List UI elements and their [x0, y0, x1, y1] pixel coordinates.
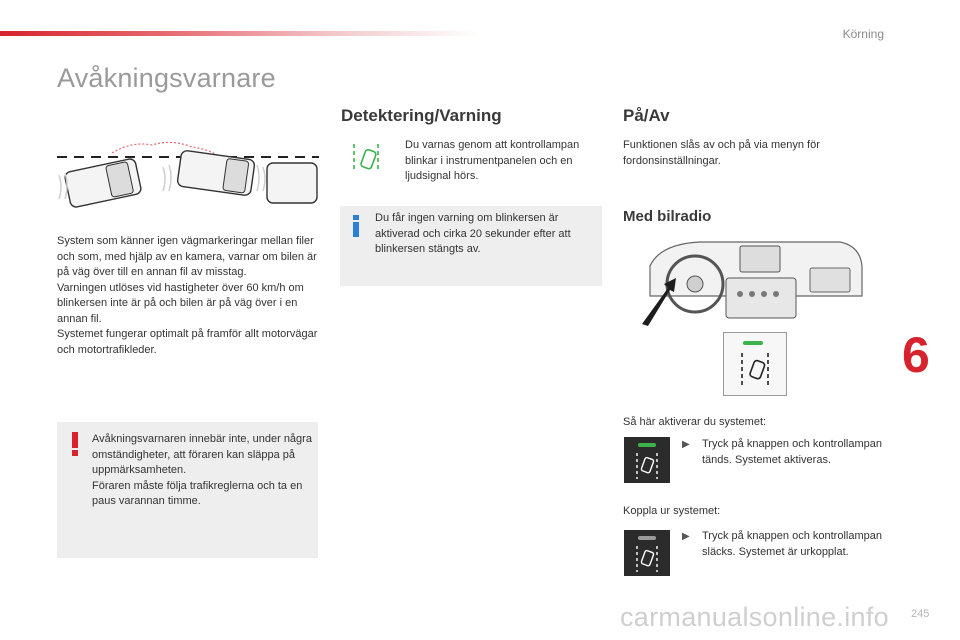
lane-departure-illustration: [57, 135, 319, 215]
lane-button-icon: [736, 339, 774, 389]
lane-warning-lamp-icon: [351, 140, 381, 176]
deactivate-label: Koppla ur systemet:: [623, 505, 721, 517]
info-icon: [352, 215, 360, 237]
car-middle-icon: [177, 150, 255, 196]
intro-text: [57, 234, 319, 358]
button-lamp-off: [624, 530, 670, 576]
button-lamp-on: [624, 437, 670, 483]
info-note: [340, 206, 602, 286]
page-title: Avåkningsvarnare: [57, 63, 276, 93]
dashboard-illustration: [640, 236, 865, 328]
deactivate-step: Tryck på knappen och kontrollampan släcks. Systemet är urkopplat.: [702, 530, 882, 558]
warning-note: [57, 422, 318, 558]
radio-heading: Med bilradio: [623, 208, 712, 225]
intro-paragraph: System som känner igen vägmarkeringar mellan filer och som, med hjälp av en kamera, varnar om bilen är på väg över till en annan fil av misstag.: [57, 235, 317, 278]
lane-button-off-icon: [624, 530, 670, 576]
detection-heading: Detektering/Varning: [341, 106, 502, 125]
page-number: 245: [911, 608, 930, 620]
exclamation-icon: [69, 432, 81, 456]
detection-text: Du varnas genom att kontrollampan blinkar i instrumentpanelen och en ljudsignal hörs.: [405, 139, 580, 182]
warning-paragraph: Föraren måste följa trafikreglerna och ta en paus varannan timme.: [92, 479, 303, 507]
on-off-text: Funktionen slås av och på via menyn för fordonsinställningar.: [623, 139, 820, 167]
info-note-text: Du får ingen varning om blinkersen är aktiverad och cirka 20 sekunder efter att blinkersen stängts av.: [375, 212, 571, 255]
bullet-icon: ▶: [682, 439, 690, 450]
activate-label: Så här aktiverar du systemet:: [623, 416, 767, 428]
lane-button-on-icon: [624, 437, 670, 483]
bullet-icon: ▶: [682, 531, 690, 542]
section-label: Körning: [842, 27, 884, 41]
header-accent-bar: [0, 31, 480, 36]
lane-button-callout: [723, 332, 787, 396]
intro-paragraph: Varningen utlöses vid hastigheter över 60 km/h om blinkersen inte är på och bilen är på väg över i en annan fil.: [57, 281, 304, 325]
watermark: carmanualsonline.info: [620, 602, 889, 632]
warning-paragraph: Avåkningsvarnaren innebär inte, under några omständigheter, att föraren kan släppa på uppmärksamheten.: [92, 433, 312, 476]
activate-step: Tryck på knappen och kontrollampan tänds. Systemet aktiveras.: [702, 438, 882, 466]
car-left-icon: [64, 158, 142, 208]
chapter-number: 6: [902, 327, 930, 383]
warning-note-text: [92, 432, 312, 510]
car-right-icon: [267, 163, 317, 203]
intro-paragraph: Systemet fungerar optimalt på framför allt motorvägar och motortrafikleder.: [57, 328, 318, 356]
on-off-heading: På/Av: [623, 106, 670, 125]
